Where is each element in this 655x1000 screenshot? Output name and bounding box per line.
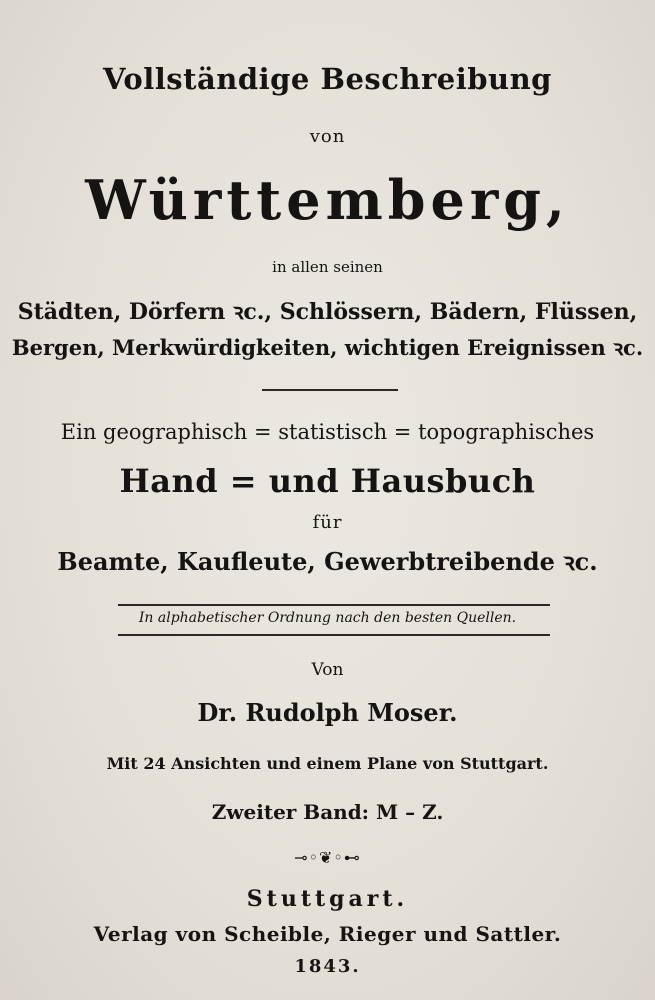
main-title: Württemberg, <box>85 168 570 232</box>
fuer-line: für <box>312 512 343 533</box>
in-allen-seinen: in allen seinen <box>272 258 383 276</box>
author-name: Dr. Rudolph Moser. <box>197 698 458 727</box>
title-line-1: Vollständige Beschreibung <box>103 62 552 96</box>
von-line-2: Von <box>311 660 344 680</box>
list-line-1: Städten, Dörfern ꝛc., Schlössern, Bädern, Flüssen, <box>17 299 638 325</box>
alphabetical-note: In alphabetischer Ordnung nach den besten Quellen. <box>138 610 517 626</box>
volume-label: Zweiter Band: M – Z. <box>211 800 444 824</box>
divider-rule <box>262 389 398 391</box>
ornament-icon: ⊸◦❦◦⊷ <box>294 848 361 867</box>
subtitle-line-3: Beamte, Kaufleute, Gewerbtreibende ꝛc. <box>57 547 598 576</box>
list-line-2: Bergen, Merkwürdigkeiten, wichtigen Ereignissen ꝛc. <box>11 335 644 360</box>
plates-note: Mit 24 Ansichten und einem Plane von Stuttgart. <box>106 754 549 773</box>
subtitle-line-1: Ein geographisch = statistisch = topographisches <box>60 420 595 444</box>
publication-city: Stuttgart. <box>246 886 409 912</box>
subtitle-line-2: Hand = und Hausbuch <box>119 462 536 500</box>
von-line-1: von <box>309 126 346 147</box>
publication-year: 1843. <box>294 956 361 977</box>
publisher-line: Verlag von Scheible, Rieger und Sattler. <box>93 922 562 946</box>
